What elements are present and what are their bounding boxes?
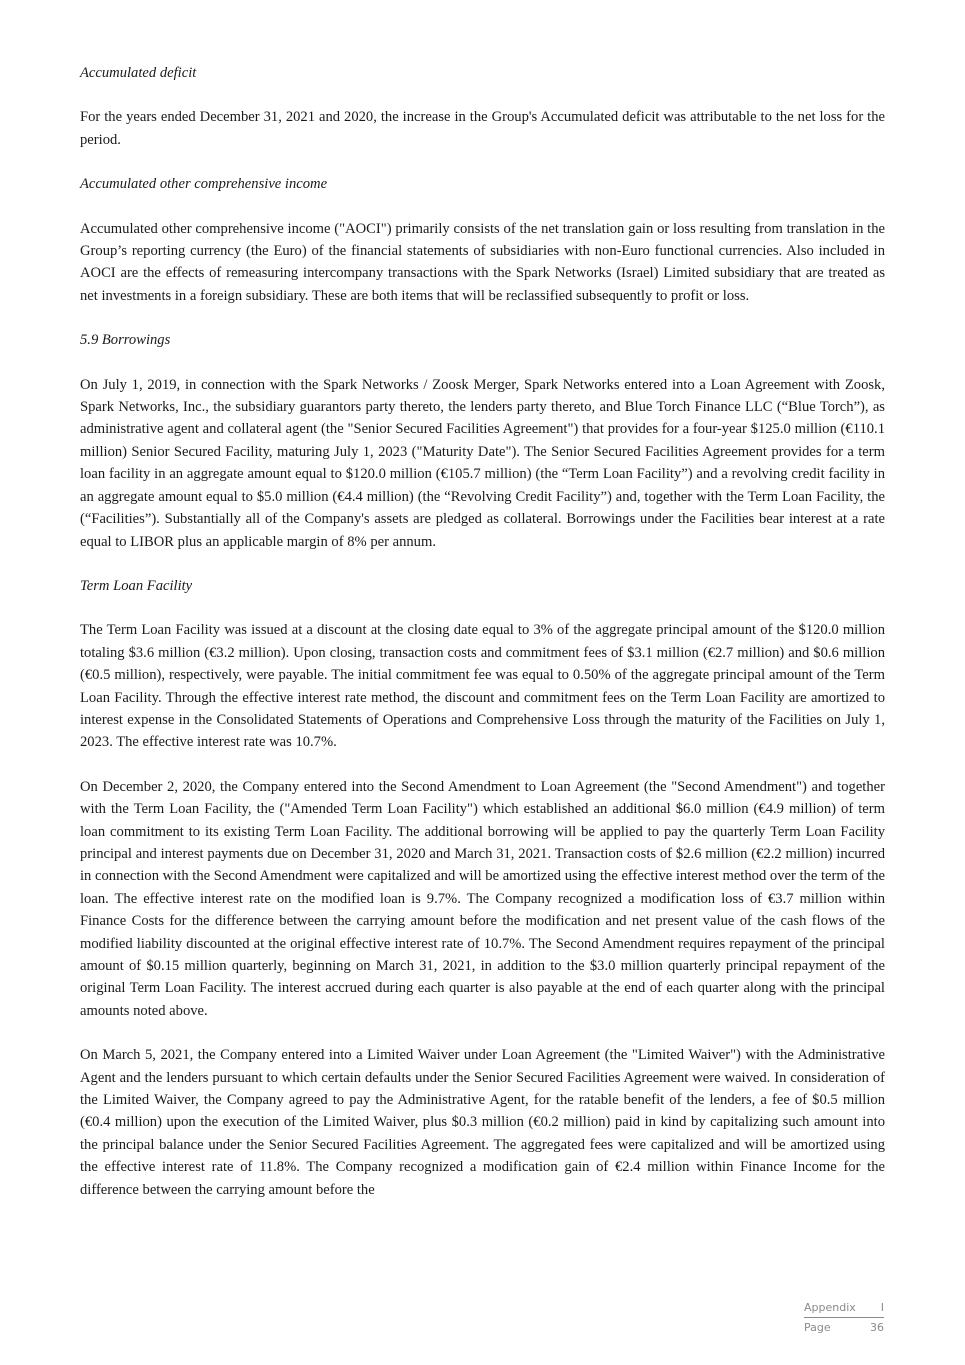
section-heading: Accumulated other comprehensive income	[80, 176, 328, 193]
document-page	[80, 62, 885, 1223]
page-footer	[804, 1298, 884, 1337]
paragraph: On December 2, 2020, the Company entered into the Second Amendment to Loan Agreement (the "Second Amendment") and together with the Term Loan Facility, the ("Amended Term Loan Facility") which established an additional $6.0 million (€4.9 million) of term loan commitment to its existing Term Loan Facility. The additional borrowing will be applied to pay the quarterly Term Loan Facility principal and interest payments due on December 31, 2020 and March 31, 2021. Transaction costs of $2.6 million (€2.2 million) incurred in connection with the Second Amendment were capitalized and will be amortized using the effective interest method over the term of the loan. The effective interest rate on the modified loan is 9.7%. The Company recognized a modification loss of €3.7 million within Finance Costs for the difference between the carrying amount before the modification and net present value of the cash flows of the modified liability discounted at the original effective interest rate of 10.7%. The Second Amendment requires repayment of the principal amount of $0.15 million quarterly, beginning on March 31, 2021, in addition to the $3.0 million quarterly principal repayment of the original Term Loan Facility. The interest accrued during each quarter is also payable at the end of each quarter along with the principal amounts noted above.	[80, 778, 885, 1019]
paragraph: On March 5, 2021, the Company entered into a Limited Waiver under Loan Agreement (the "Limited Waiver") with the Administrative Agent and the lenders pursuant to which certain defaults under the Senior Secured Facilities Agreement were waived. In consideration of the Limited Waiver, the Company agreed to pay the Administrative Agent, for the ratable benefit of the lenders, a fee of $0.5 million (€0.4 million) upon the execution of the Limited Waiver, plus $0.3 million (€0.2 million) paid in kind by capitalizing such amount into the principal balance under the Senior Secured Facilities Agreement. The aggregated fees were capitalized and will be amortized using the effective interest rate of 11.8%. The Company recognized a modification gain of €2.4 million within Finance Income for the difference between the carrying amount before the	[80, 1047, 885, 1198]
paragraph: The Term Loan Facility was issued at a discount at the closing date equal to 3% of the aggregate principal amount of the $120.0 million totaling $3.6 million (€3.2 million). Upon closing, transaction costs and commitment fees of $3.1 million (€2.7 million) and $0.6 million (€0.5 million), respectively, were payable. The initial commitment fee was equal to 0.50% of the aggregate principal amount of the Term Loan Facility. Through the effective interest rate method, the discount and commitment fees on the Term Loan Facility are amortized to interest expense in the Consolidated Statements of Operations and Comprehensive Loss through the maturity of the Facilities on July 1, 2023. The effective interest rate was 10.7%.	[80, 622, 885, 751]
section-aoci	[80, 173, 885, 307]
paragraph: For the years ended December 31, 2021 and 2020, the increase in the Group's Accumulated deficit was attributable to the net loss for the period.	[80, 109, 885, 148]
section-accumulated-deficit	[80, 62, 885, 151]
section-heading: Accumulated deficit	[80, 65, 197, 81]
paragraph: Accumulated other comprehensive income ("AOCI") primarily consists of the net translation gain or loss resulting from translation in the Group’s reporting currency (the Euro) of the financial statements of subsidiaries with non-Euro functional currencies. Also included in AOCI are the effects of remeasuring intercompany transactions with the Spark Networks (Israel) Limited subsidiary that are treated as net investments in a foreign subsidiary. These are both items that will be reclassified subsequently to profit or loss.	[80, 220, 885, 304]
page-number: 36	[870, 1321, 884, 1334]
section-heading: 5.9 Borrowings	[80, 332, 171, 349]
footer-page-label: Page	[804, 1321, 831, 1334]
footer-page-row	[804, 1318, 884, 1337]
section-borrowings	[80, 329, 885, 553]
footer-appendix-label: Appendix	[804, 1301, 856, 1314]
paragraph: On July 1, 2019, in connection with the Spark Networks / Zoosk Merger, Spark Networks entered into a Loan Agreement with Zoosk, Spark Networks, Inc., the subsidiary guarantors party thereto, the lenders party thereto, and Blue Torch Finance LLC (“Blue Torch”), as administrative agent and collateral agent (the "Senior Secured Facilities Agreement") that provides for a four-year $125.0 million (€110.1 million) Senior Secured Facility, maturing July 1, 2023 ("Maturity Date"). The Senior Secured Facilities Agreement provides for a term loan facility in an aggregate amount equal to $120.0 million (€105.7 million) (the “Term Loan Facility”) and a revolving credit facility in an aggregate amount equal to $5.0 million (€4.4 million) (the “Revolving Credit Facility”) and, together with the Term Loan Facility, the (“Facilities”). Substantially all of the Company's assets are pledged as collateral. Borrowings under the Facilities bear interest at a rate equal to LIBOR plus an applicable margin of 8% per annum.	[80, 376, 885, 550]
section-term-loan-facility	[80, 575, 885, 1201]
section-heading: Term Loan Facility	[80, 577, 193, 594]
footer-appendix-value: I	[880, 1301, 884, 1314]
footer-appendix-row	[804, 1298, 884, 1318]
